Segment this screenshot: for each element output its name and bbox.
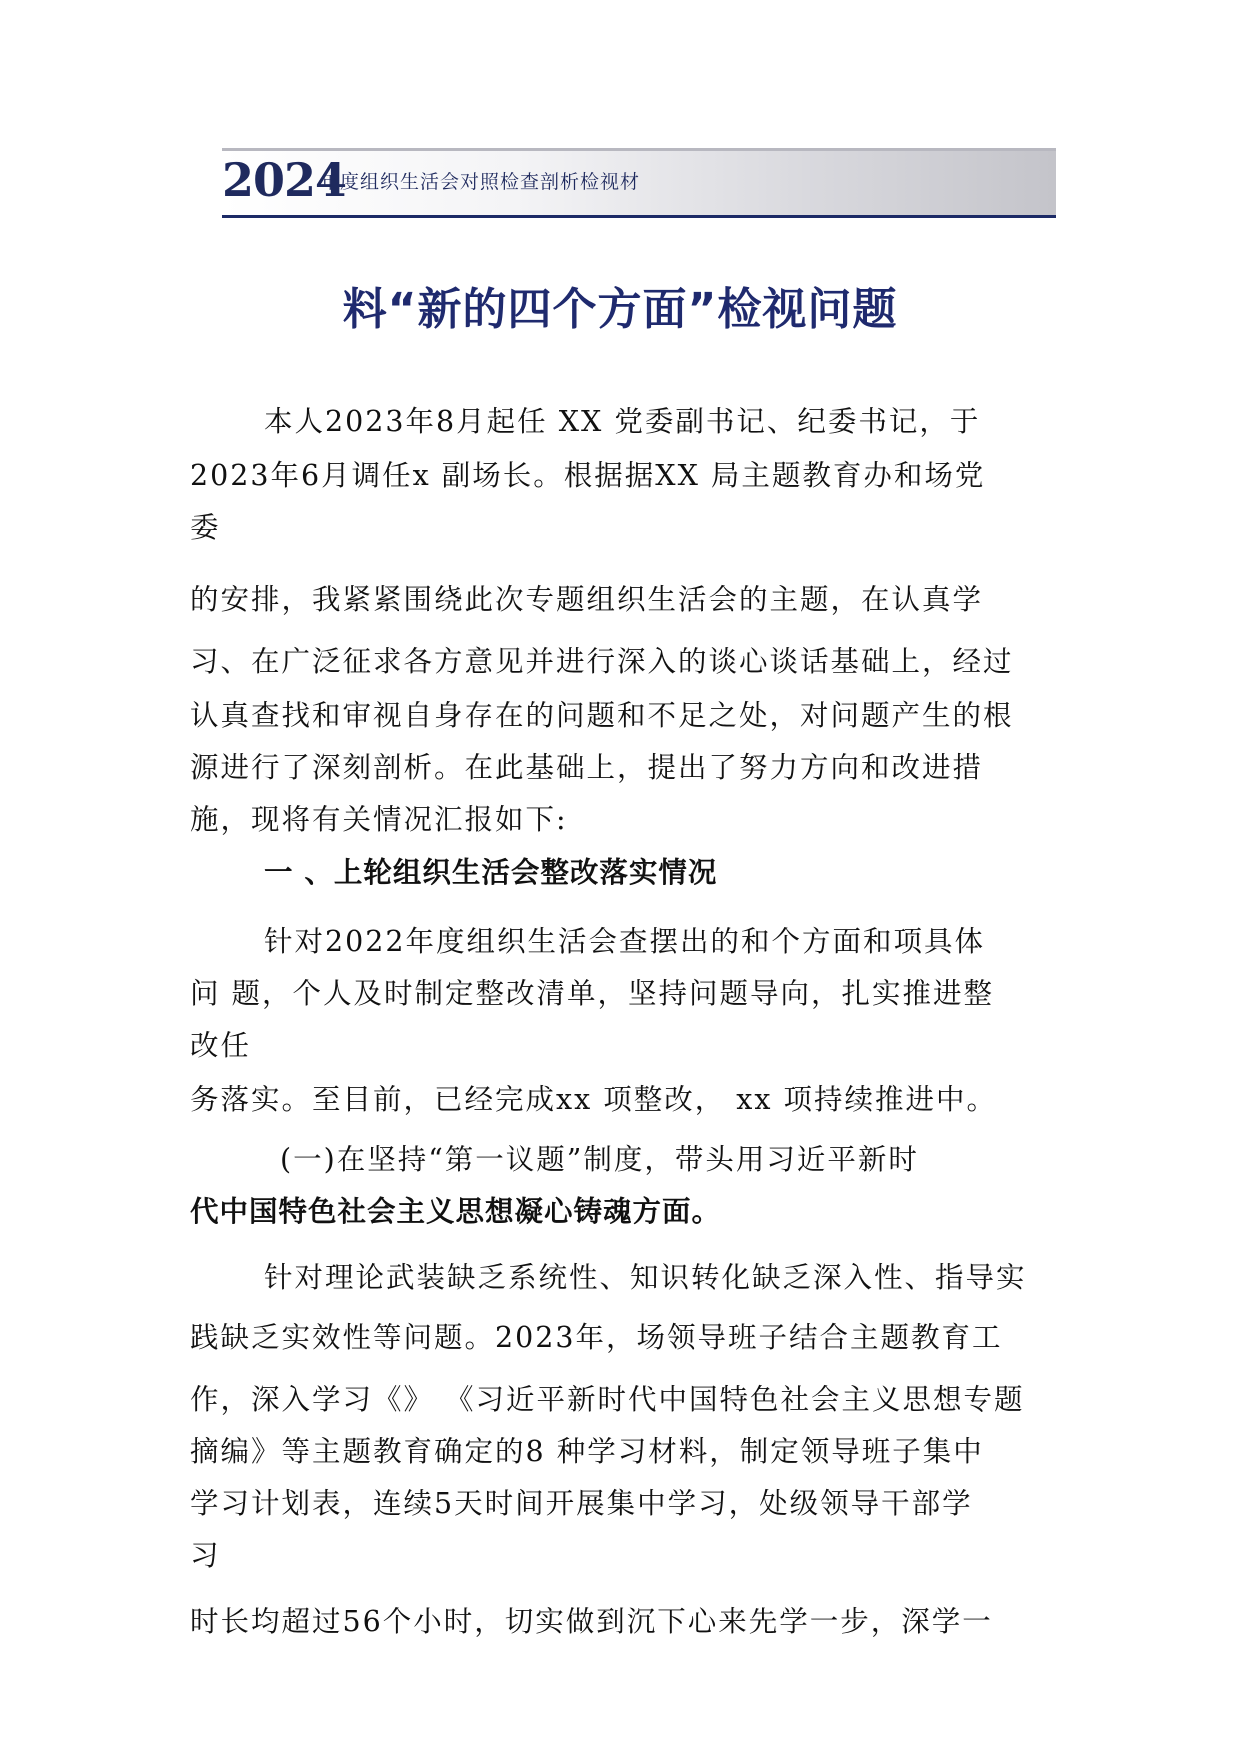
paragraph-line: 2023年6月调任x 副场长。根据据XX 局主题教育办和场党	[190, 459, 986, 492]
paragraph-line: 的安排，我紧紧围绕此次专题组织生活会的主题，在认真学	[190, 583, 984, 616]
paragraph-line: 摘编》等主题教育确定的8 种学习材料，制定领导班子集中	[190, 1435, 984, 1468]
subsection-heading: (一)在坚持“第一议题”制度，带头用习近平新时	[280, 1143, 919, 1176]
paragraph-line: 习	[190, 1539, 221, 1572]
header-text: 年度组织生活会对照检查剖析检视材	[320, 171, 641, 193]
paragraph-line: 针对理论武装缺乏系统性、知识转化缺乏深入性、指导实	[264, 1261, 1027, 1294]
paragraph-line: 践缺乏实效性等问题。2023年，场领导班子结合主题教育工	[190, 1321, 1003, 1354]
paragraph-line: 作，深入学习《》 《习近平新时代中国特色社会主义思想专题	[190, 1383, 1025, 1416]
paragraph-line: 习、在广泛征求各方意见并进行深入的谈心谈话基础上，经过	[190, 645, 1014, 678]
section-heading: 一 、上轮组织生活会整改落实情况	[264, 856, 718, 889]
paragraph-line: 委	[190, 511, 221, 544]
paragraph-line: 改任	[190, 1029, 252, 1062]
document-title: 料“新的四个方面”检视问题	[342, 284, 898, 335]
paragraph-line: 时长均超过56个小时，切实做到沉下心来先学一步，深学一	[190, 1605, 993, 1638]
subsection-heading-continued: 代中国特色社会主义思想凝心铸魂方面。	[190, 1195, 722, 1228]
paragraph-line: 务落实。至目前，已经完成xx 项整改， xx 项持续推进中。	[190, 1083, 997, 1116]
paragraph-line: 学习计划表，连续5天时间开展集中学习，处级领导干部学	[190, 1487, 973, 1520]
paragraph-line: 针对2022年度组织生活会查摆出的和个方面和项具体	[264, 925, 986, 958]
paragraph-line: 施，现将有关情况汇报如下:	[190, 803, 568, 836]
paragraph-line: 源进行了深刻剖析。在此基础上，提出了努力方向和改进措	[190, 751, 984, 784]
header-year: 2024	[222, 153, 347, 207]
paragraph-line: 本人2023年8月起任 XX 党委副书记、纪委书记，于	[264, 405, 981, 438]
paragraph-line: 问 题，个人及时制定整改清单，坚持问题导向，扎实推进整	[190, 977, 995, 1010]
paragraph-line: 认真查找和审视自身存在的问题和不足之处，对问题产生的根	[190, 699, 1014, 732]
page-header	[222, 148, 1056, 218]
